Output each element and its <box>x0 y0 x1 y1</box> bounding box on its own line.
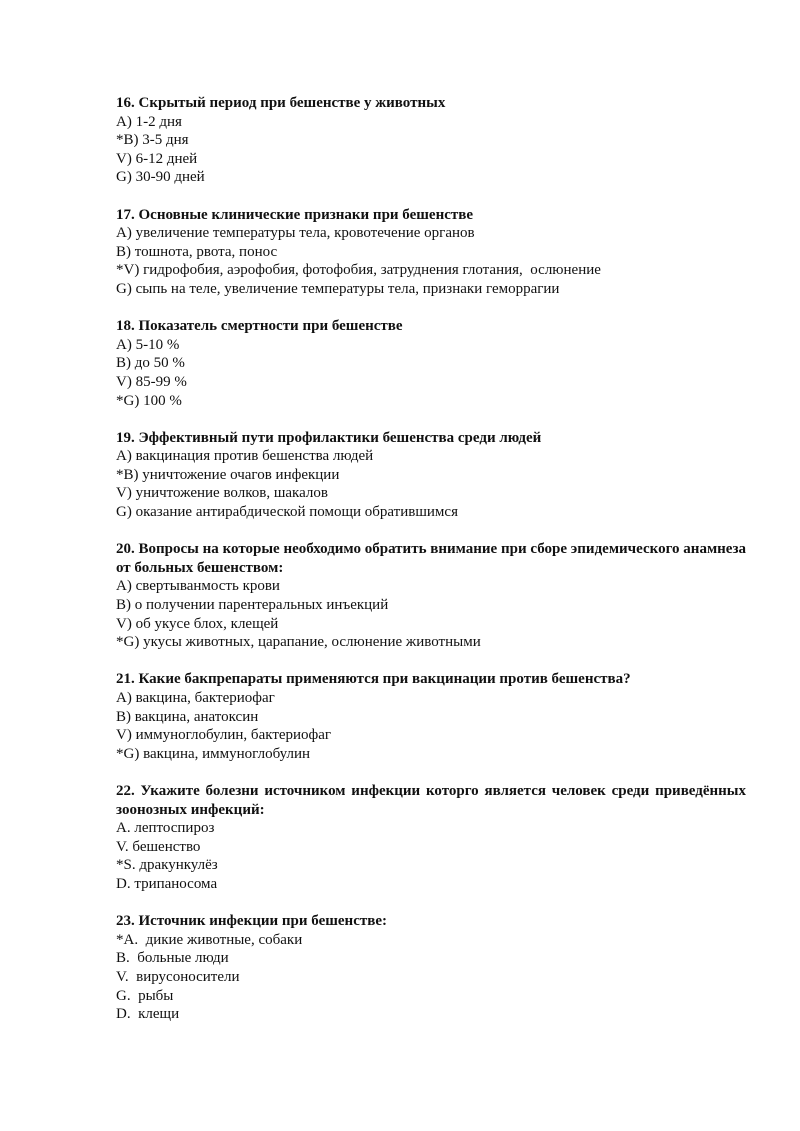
question-title: 18. Показатель смертности при бешенстве <box>116 318 403 335</box>
question-title: 20. Вопросы на которые необходимо обратить внимание при сборе эпидемического анамнеза от больных бешенством: <box>116 541 746 576</box>
answer-option: B) вакцина, анатоксин <box>116 708 259 725</box>
question-20 <box>116 540 746 652</box>
answer-option: G) 30-90 дней <box>116 169 205 186</box>
answer-option: *V) гидрофобия, аэрофобия, фотофобия, затруднения глотания, ослюнение <box>116 262 601 279</box>
question-22 <box>116 782 746 894</box>
answer-option: *G) вакцина, иммуноглобулин <box>116 745 311 762</box>
answer-option: V) уничтожение волков, шакалов <box>116 485 328 502</box>
answer-option: B) тошнота, рвота, понос <box>116 243 278 260</box>
document-page <box>116 94 746 1042</box>
question-21 <box>116 670 746 763</box>
answer-option: V) об укусе блох, клещей <box>116 615 279 632</box>
answer-option: B) о получении парентеральных инъекций <box>116 597 389 614</box>
answer-option: *S. дракункулёз <box>116 857 218 874</box>
answer-option: V) 6-12 дней <box>116 150 198 167</box>
answer-option: A. лептоспироз <box>116 820 215 837</box>
answer-option: V) иммуноглобулин, бактериофаг <box>116 727 332 744</box>
answer-option: G) оказание антирабдической помощи обратившимся <box>116 504 458 521</box>
answer-option: V. вирусоносители <box>116 968 240 985</box>
answer-option: А) 1-2 дня <box>116 113 182 130</box>
question-title: 21. Какие бакпрепараты применяются при вакцинации против бешенства? <box>116 671 631 688</box>
question-17 <box>116 206 746 299</box>
answer-option: *B) уничтожение очагов инфекции <box>116 466 340 483</box>
answer-option: B) до 50 % <box>116 355 185 372</box>
answer-option: D. трипаносома <box>116 875 218 892</box>
answer-option: А) 5-10 % <box>116 336 180 353</box>
question-title: 22. Укажите болезни источником инфекции которго является человек среди приведённых зоонозных инфекций: <box>116 782 746 818</box>
question-16 <box>116 94 746 187</box>
answer-option: *B) 3-5 дня <box>116 132 189 149</box>
question-18 <box>116 317 746 410</box>
answer-option: D. клещи <box>116 1006 180 1023</box>
question-title: 23. Источник инфекции при бешенстве: <box>116 913 387 930</box>
answer-option: G) сыпь на теле, увеличение температуры тела, признаки геморрагии <box>116 280 560 297</box>
question-title: 16. Скрытый период при бешенстве у животных <box>116 95 446 111</box>
question-title: 17. Основные клинические признаки при бешенстве <box>116 206 474 223</box>
answer-option: B. больные люди <box>116 950 229 967</box>
answer-option: *A. дикие животные, собаки <box>116 931 303 948</box>
answer-option: А) свертыванмость крови <box>116 578 280 595</box>
answer-option: *G) 100 % <box>116 392 182 409</box>
question-title: 19. Эффективный пути профилактики бешенства среди людей <box>116 429 542 446</box>
answer-option: А) вакцина, бактериофаг <box>116 690 275 706</box>
answer-option: *G) укусы животных, царапание, ослюнение животными <box>116 634 481 651</box>
question-19 <box>116 429 746 522</box>
answer-option: V. бешенство <box>116 838 201 855</box>
question-23 <box>116 912 746 1024</box>
answer-option: А) вакцинация против бешенства людей <box>116 448 374 465</box>
answer-option: G. рыбы <box>116 987 174 1004</box>
answer-option: V) 85-99 % <box>116 373 187 390</box>
answer-option: А) увеличение температуры тела, кровотечение органов <box>116 225 475 242</box>
